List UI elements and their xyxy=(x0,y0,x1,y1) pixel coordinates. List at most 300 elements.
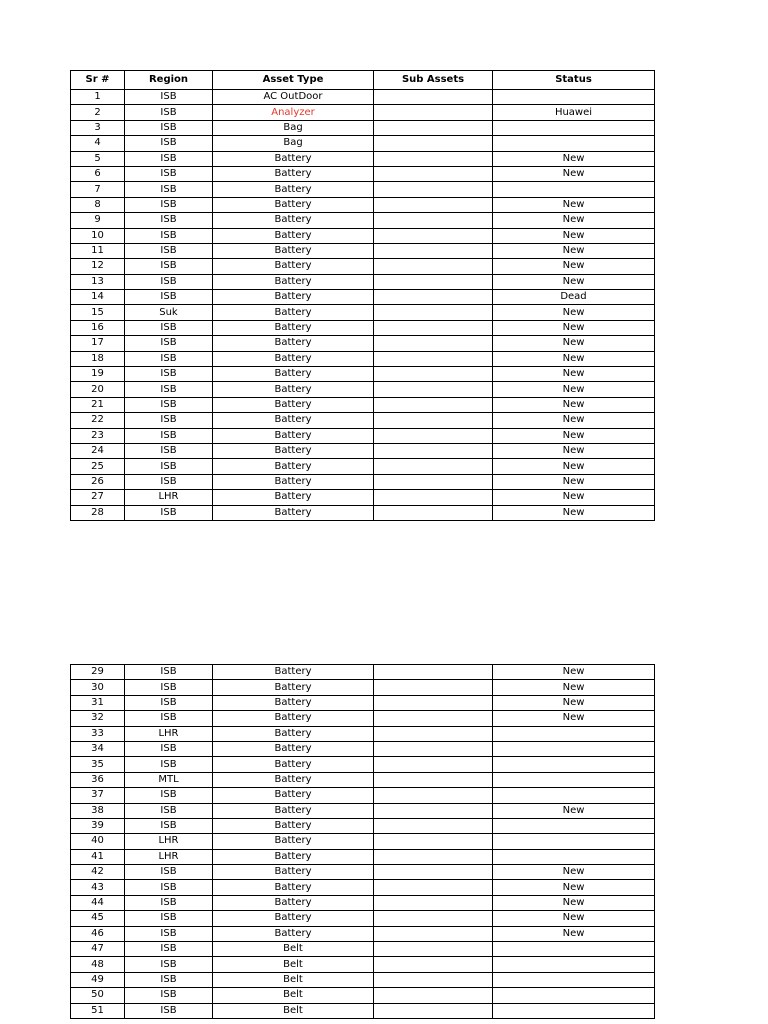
cell-sub-assets xyxy=(374,305,493,320)
cell-asset-type: Battery xyxy=(213,197,374,212)
table-row xyxy=(71,865,655,880)
cell-region: ISB xyxy=(125,136,213,151)
table-row xyxy=(71,665,655,680)
cell-region: ISB xyxy=(125,90,213,105)
cell-status: New xyxy=(493,336,655,351)
header-asset-type: Asset Type xyxy=(213,71,374,90)
table-row xyxy=(71,972,655,987)
cell-status xyxy=(493,741,655,756)
cell-sr: 50 xyxy=(71,988,125,1003)
cell-region: ISB xyxy=(125,428,213,443)
cell-sr: 42 xyxy=(71,865,125,880)
header-status: Status xyxy=(493,71,655,90)
cell-asset-type: Belt xyxy=(213,988,374,1003)
cell-sub-assets xyxy=(374,243,493,258)
cell-status xyxy=(493,726,655,741)
cell-region: ISB xyxy=(125,336,213,351)
table-row xyxy=(71,490,655,505)
table-row xyxy=(71,136,655,151)
cell-sr: 19 xyxy=(71,367,125,382)
cell-asset-type: Battery xyxy=(213,849,374,864)
cell-asset-type: Battery xyxy=(213,259,374,274)
cell-asset-type: Battery xyxy=(213,695,374,710)
cell-region: ISB xyxy=(125,803,213,818)
cell-sub-assets xyxy=(374,957,493,972)
cell-region: ISB xyxy=(125,665,213,680)
table-row xyxy=(71,336,655,351)
cell-status xyxy=(493,1003,655,1018)
table-row xyxy=(71,895,655,910)
cell-sr: 20 xyxy=(71,382,125,397)
cell-sub-assets xyxy=(374,320,493,335)
cell-asset-type: Battery xyxy=(213,213,374,228)
cell-region: ISB xyxy=(125,957,213,972)
cell-asset-type: Belt xyxy=(213,972,374,987)
cell-asset-type: Battery xyxy=(213,490,374,505)
table-row xyxy=(71,228,655,243)
cell-region: ISB xyxy=(125,972,213,987)
cell-asset-type: Belt xyxy=(213,942,374,957)
cell-sr: 26 xyxy=(71,474,125,489)
cell-sub-assets xyxy=(374,880,493,895)
cell-sub-assets xyxy=(374,351,493,366)
cell-sr: 36 xyxy=(71,772,125,787)
cell-asset-type: Battery xyxy=(213,166,374,181)
cell-region: LHR xyxy=(125,490,213,505)
table-row xyxy=(71,772,655,787)
cell-region: ISB xyxy=(125,505,213,520)
cell-asset-type: Battery xyxy=(213,367,374,382)
cell-sr: 47 xyxy=(71,942,125,957)
cell-sr: 22 xyxy=(71,413,125,428)
table-row xyxy=(71,120,655,135)
asset-table-2 xyxy=(70,664,655,1019)
cell-sr: 27 xyxy=(71,490,125,505)
cell-sub-assets xyxy=(374,413,493,428)
cell-sub-assets xyxy=(374,505,493,520)
cell-status: New xyxy=(493,151,655,166)
cell-asset-type: Battery xyxy=(213,274,374,289)
cell-sr: 28 xyxy=(71,505,125,520)
cell-sr: 45 xyxy=(71,911,125,926)
cell-status: New xyxy=(493,803,655,818)
cell-sub-assets xyxy=(374,490,493,505)
cell-sub-assets xyxy=(374,105,493,120)
cell-region: LHR xyxy=(125,834,213,849)
cell-asset-type: Battery xyxy=(213,711,374,726)
cell-asset-type: Battery xyxy=(213,726,374,741)
cell-status: New xyxy=(493,274,655,289)
cell-sr: 38 xyxy=(71,803,125,818)
cell-sub-assets xyxy=(374,367,493,382)
cell-status: Huawei xyxy=(493,105,655,120)
cell-status: New xyxy=(493,680,655,695)
cell-sub-assets xyxy=(374,926,493,941)
cell-region: ISB xyxy=(125,259,213,274)
cell-region: ISB xyxy=(125,290,213,305)
cell-status: New xyxy=(493,895,655,910)
cell-status xyxy=(493,942,655,957)
cell-asset-type: Battery xyxy=(213,151,374,166)
cell-region: ISB xyxy=(125,741,213,756)
cell-region: ISB xyxy=(125,895,213,910)
cell-region: ISB xyxy=(125,1003,213,1018)
cell-asset-type: Battery xyxy=(213,803,374,818)
cell-sr: 24 xyxy=(71,443,125,458)
cell-sr: 17 xyxy=(71,336,125,351)
cell-asset-type: Battery xyxy=(213,397,374,412)
cell-sr: 25 xyxy=(71,459,125,474)
table-row xyxy=(71,474,655,489)
cell-region: MTL xyxy=(125,772,213,787)
cell-asset-type: Battery xyxy=(213,788,374,803)
cell-asset-type: Battery xyxy=(213,459,374,474)
cell-region: ISB xyxy=(125,711,213,726)
cell-sr: 49 xyxy=(71,972,125,987)
cell-status: New xyxy=(493,865,655,880)
cell-region: ISB xyxy=(125,880,213,895)
cell-sub-assets xyxy=(374,443,493,458)
cell-sr: 43 xyxy=(71,880,125,895)
cell-sr: 7 xyxy=(71,182,125,197)
table-row xyxy=(71,849,655,864)
cell-asset-type: Battery xyxy=(213,834,374,849)
cell-status xyxy=(493,849,655,864)
cell-asset-type: Bag xyxy=(213,120,374,135)
cell-sub-assets xyxy=(374,680,493,695)
cell-sub-assets xyxy=(374,1003,493,1018)
cell-region: ISB xyxy=(125,459,213,474)
cell-region: ISB xyxy=(125,443,213,458)
cell-status: New xyxy=(493,367,655,382)
cell-sub-assets xyxy=(374,726,493,741)
cell-status xyxy=(493,834,655,849)
table-row xyxy=(71,926,655,941)
cell-sub-assets xyxy=(374,382,493,397)
cell-region: ISB xyxy=(125,243,213,258)
cell-status: New xyxy=(493,428,655,443)
table-row xyxy=(71,90,655,105)
cell-sr: 16 xyxy=(71,320,125,335)
cell-status: New xyxy=(493,228,655,243)
cell-sr: 4 xyxy=(71,136,125,151)
header-sub-assets: Sub Assets xyxy=(374,71,493,90)
cell-region: ISB xyxy=(125,788,213,803)
cell-sub-assets xyxy=(374,151,493,166)
cell-sub-assets xyxy=(374,397,493,412)
cell-sub-assets xyxy=(374,197,493,212)
table-row xyxy=(71,505,655,520)
cell-status: New xyxy=(493,474,655,489)
table-row xyxy=(71,818,655,833)
cell-asset-type: Battery xyxy=(213,243,374,258)
cell-region: ISB xyxy=(125,397,213,412)
cell-status: New xyxy=(493,505,655,520)
cell-region: LHR xyxy=(125,726,213,741)
cell-status xyxy=(493,120,655,135)
cell-sr: 29 xyxy=(71,665,125,680)
cell-sub-assets xyxy=(374,166,493,181)
cell-sub-assets xyxy=(374,695,493,710)
cell-sub-assets xyxy=(374,459,493,474)
cell-region: ISB xyxy=(125,926,213,941)
cell-region: ISB xyxy=(125,166,213,181)
cell-sr: 40 xyxy=(71,834,125,849)
cell-region: ISB xyxy=(125,680,213,695)
cell-sr: 3 xyxy=(71,120,125,135)
cell-region: ISB xyxy=(125,151,213,166)
cell-sr: 32 xyxy=(71,711,125,726)
cell-region: LHR xyxy=(125,849,213,864)
cell-region: ISB xyxy=(125,274,213,289)
cell-sr: 9 xyxy=(71,213,125,228)
cell-sr: 10 xyxy=(71,228,125,243)
cell-region: ISB xyxy=(125,911,213,926)
cell-asset-type: Battery xyxy=(213,336,374,351)
cell-sr: 18 xyxy=(71,351,125,366)
cell-asset-type: Belt xyxy=(213,1003,374,1018)
cell-asset-type: Battery xyxy=(213,895,374,910)
table-row xyxy=(71,443,655,458)
cell-region: ISB xyxy=(125,865,213,880)
cell-asset-type: Bag xyxy=(213,136,374,151)
table-row xyxy=(71,942,655,957)
cell-sr: 44 xyxy=(71,895,125,910)
table-row xyxy=(71,788,655,803)
cell-sub-assets xyxy=(374,818,493,833)
table-row xyxy=(71,757,655,772)
cell-asset-type: Battery xyxy=(213,911,374,926)
cell-sr: 14 xyxy=(71,290,125,305)
cell-region: ISB xyxy=(125,182,213,197)
table-row xyxy=(71,305,655,320)
cell-region: ISB xyxy=(125,197,213,212)
cell-sub-assets xyxy=(374,772,493,787)
cell-asset-type: Battery xyxy=(213,413,374,428)
cell-status: New xyxy=(493,711,655,726)
table-row xyxy=(71,880,655,895)
table-row xyxy=(71,957,655,972)
header-region: Region xyxy=(125,71,213,90)
cell-sr: 51 xyxy=(71,1003,125,1018)
cell-sub-assets xyxy=(374,120,493,135)
cell-region: ISB xyxy=(125,942,213,957)
cell-sub-assets xyxy=(374,182,493,197)
cell-region: ISB xyxy=(125,988,213,1003)
table-row xyxy=(71,803,655,818)
cell-status: New xyxy=(493,880,655,895)
cell-region: ISB xyxy=(125,320,213,335)
cell-sub-assets xyxy=(374,988,493,1003)
cell-region: Suk xyxy=(125,305,213,320)
cell-sub-assets xyxy=(374,474,493,489)
cell-sub-assets xyxy=(374,228,493,243)
cell-status xyxy=(493,182,655,197)
cell-sr: 37 xyxy=(71,788,125,803)
cell-sr: 12 xyxy=(71,259,125,274)
table-row xyxy=(71,151,655,166)
cell-sub-assets xyxy=(374,290,493,305)
cell-sr: 11 xyxy=(71,243,125,258)
table-row xyxy=(71,182,655,197)
cell-status: New xyxy=(493,320,655,335)
cell-sub-assets xyxy=(374,136,493,151)
table-row xyxy=(71,726,655,741)
cell-asset-type: Battery xyxy=(213,182,374,197)
cell-sub-assets xyxy=(374,665,493,680)
cell-sr: 41 xyxy=(71,849,125,864)
table-row xyxy=(71,834,655,849)
cell-status xyxy=(493,957,655,972)
cell-asset-type: Battery xyxy=(213,290,374,305)
header-sr: Sr # xyxy=(71,71,125,90)
table-row xyxy=(71,1003,655,1018)
table-row xyxy=(71,397,655,412)
cell-status xyxy=(493,972,655,987)
cell-status: New xyxy=(493,213,655,228)
cell-asset-type: Belt xyxy=(213,957,374,972)
cell-asset-type: Battery xyxy=(213,741,374,756)
cell-asset-type: Battery xyxy=(213,772,374,787)
cell-asset-type: Battery xyxy=(213,428,374,443)
cell-status: New xyxy=(493,665,655,680)
table-row xyxy=(71,259,655,274)
cell-sub-assets xyxy=(374,942,493,957)
cell-sr: 46 xyxy=(71,926,125,941)
cell-sub-assets xyxy=(374,757,493,772)
cell-sub-assets xyxy=(374,895,493,910)
cell-asset-type: AC OutDoor xyxy=(213,90,374,105)
cell-asset-type: Battery xyxy=(213,443,374,458)
cell-asset-type: Analyzer xyxy=(213,105,374,120)
cell-status xyxy=(493,757,655,772)
cell-status xyxy=(493,772,655,787)
table-row xyxy=(71,680,655,695)
cell-asset-type: Battery xyxy=(213,865,374,880)
cell-sub-assets xyxy=(374,274,493,289)
cell-sub-assets xyxy=(374,911,493,926)
cell-region: ISB xyxy=(125,818,213,833)
cell-sub-assets xyxy=(374,711,493,726)
cell-sub-assets xyxy=(374,788,493,803)
table-row xyxy=(71,351,655,366)
table-row xyxy=(71,382,655,397)
cell-region: ISB xyxy=(125,367,213,382)
cell-asset-type: Battery xyxy=(213,305,374,320)
cell-asset-type: Battery xyxy=(213,351,374,366)
cell-sr: 48 xyxy=(71,957,125,972)
cell-asset-type: Battery xyxy=(213,818,374,833)
cell-sr: 31 xyxy=(71,695,125,710)
cell-asset-type: Battery xyxy=(213,320,374,335)
cell-region: ISB xyxy=(125,120,213,135)
table-body-2 xyxy=(71,665,655,1019)
cell-sub-assets xyxy=(374,259,493,274)
cell-status: New xyxy=(493,305,655,320)
cell-sr: 34 xyxy=(71,741,125,756)
cell-status xyxy=(493,818,655,833)
cell-sr: 23 xyxy=(71,428,125,443)
cell-sub-assets xyxy=(374,213,493,228)
cell-sub-assets xyxy=(374,741,493,756)
cell-status: New xyxy=(493,243,655,258)
table-row xyxy=(71,741,655,756)
cell-sub-assets xyxy=(374,865,493,880)
table-row xyxy=(71,428,655,443)
cell-sr: 1 xyxy=(71,90,125,105)
cell-sr: 35 xyxy=(71,757,125,772)
cell-status: New xyxy=(493,351,655,366)
table-row xyxy=(71,166,655,181)
cell-status: New xyxy=(493,459,655,474)
cell-status: New xyxy=(493,490,655,505)
table-row xyxy=(71,243,655,258)
table-row xyxy=(71,197,655,212)
cell-asset-type: Battery xyxy=(213,880,374,895)
cell-region: ISB xyxy=(125,413,213,428)
cell-status: New xyxy=(493,443,655,458)
cell-asset-type: Battery xyxy=(213,757,374,772)
asset-table-1 xyxy=(70,70,655,521)
cell-status xyxy=(493,788,655,803)
cell-sub-assets xyxy=(374,972,493,987)
cell-asset-type: Battery xyxy=(213,505,374,520)
table-row xyxy=(71,413,655,428)
cell-asset-type: Battery xyxy=(213,474,374,489)
table-row xyxy=(71,105,655,120)
table-row xyxy=(71,274,655,289)
cell-sub-assets xyxy=(374,336,493,351)
cell-region: ISB xyxy=(125,757,213,772)
cell-status: New xyxy=(493,397,655,412)
cell-status: New xyxy=(493,926,655,941)
cell-asset-type: Battery xyxy=(213,680,374,695)
cell-region: ISB xyxy=(125,228,213,243)
cell-sub-assets xyxy=(374,428,493,443)
cell-region: ISB xyxy=(125,382,213,397)
table-row xyxy=(71,988,655,1003)
table-row xyxy=(71,320,655,335)
table-row xyxy=(71,695,655,710)
table-row xyxy=(71,290,655,305)
table-body-1 xyxy=(71,90,655,521)
header-row xyxy=(71,71,655,90)
cell-sr: 8 xyxy=(71,197,125,212)
cell-status: New xyxy=(493,911,655,926)
cell-status xyxy=(493,988,655,1003)
cell-status: New xyxy=(493,197,655,212)
cell-sr: 21 xyxy=(71,397,125,412)
cell-sr: 33 xyxy=(71,726,125,741)
cell-region: ISB xyxy=(125,213,213,228)
cell-status: Dead xyxy=(493,290,655,305)
cell-region: ISB xyxy=(125,351,213,366)
cell-status xyxy=(493,90,655,105)
table-row xyxy=(71,459,655,474)
cell-status: New xyxy=(493,259,655,274)
cell-asset-type: Battery xyxy=(213,228,374,243)
cell-sr: 5 xyxy=(71,151,125,166)
cell-asset-type: Battery xyxy=(213,926,374,941)
table-row xyxy=(71,213,655,228)
cell-sub-assets xyxy=(374,834,493,849)
cell-sub-assets xyxy=(374,90,493,105)
cell-asset-type: Battery xyxy=(213,382,374,397)
table-row xyxy=(71,711,655,726)
cell-sub-assets xyxy=(374,849,493,864)
cell-sr: 39 xyxy=(71,818,125,833)
cell-status xyxy=(493,136,655,151)
